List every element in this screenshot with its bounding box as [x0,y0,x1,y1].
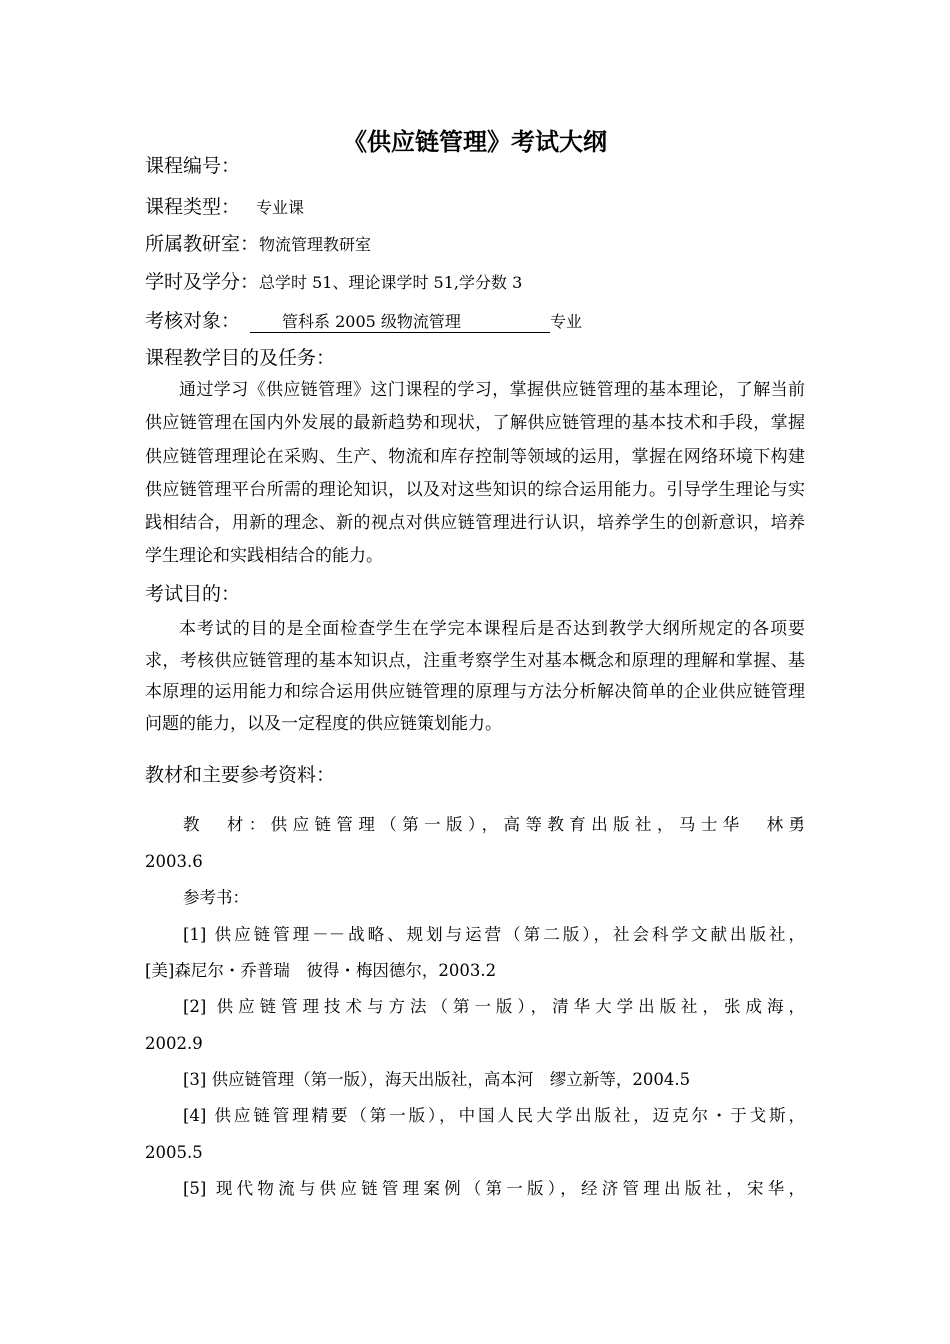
course-type-value: 专业课 [256,198,305,217]
hours-label: 学时及学分： [145,271,260,293]
reference-1-line-2: [美]森尼尔・乔普瑞 彼得・梅因德尔，2003.2 [145,961,497,980]
objectives-heading: 课程教学目的及任务： [145,347,336,369]
course-type-row [145,195,304,220]
course-type-label: 课程类型： [145,196,241,218]
department-row [145,232,371,257]
target-label: 考核对象： [145,310,241,332]
reference-1-line-1: [1] 供应链管理－－战略、规划与运营（第二版），社会科学文献出版社， [183,925,805,944]
reference-3-line-1: [3] 供应链管理（第一版），海天出版社，高本河 缪立新等，2004.5 [183,1070,691,1089]
reference-5-line-1: [5] 现代物流与供应链管理案例（第一版），经济管理出版社，宋华， [183,1179,805,1198]
textbook-line-2: 2003.6 [145,852,203,871]
exam-purpose-heading: 考试目的： [145,583,241,605]
reference-2-line-2: 2002.9 [145,1034,203,1053]
materials-heading: 教材和主要参考资料： [145,764,336,786]
reference-4-line-2: 2005.5 [145,1143,203,1162]
document-title: 《供应链管理》考试大纲 [343,128,607,156]
department-value: 物流管理教研室 [259,235,372,254]
course-code-label: 课程编号： [145,155,241,177]
hours-value: 总学时 51、理论课学时 51,学分数 3 [259,273,523,292]
target-suffix: 专业 [550,312,583,331]
exam-purpose-text: 本考试的目的是全面检查学生在学完本课程后是否达到教学大纲所规定的各项要求，考核供应链管理的基本知识点，注重考察学生对基本概念和原理的理解和掌握、基本原理的运用能力和综合运用供应链管理的原理与方法分析解决简单的企业供应链管理问题的能力，以及一定程度的供应链策划能力。 [145,619,805,734]
target-row [145,309,582,334]
target-value: 管科系 2005 级物流管理 [250,312,550,333]
references-label: 参考书： [183,888,249,907]
reference-4-line-1: [4] 供应链管理精要（第一版），中国人民大学出版社，迈克尔・于戈斯， [183,1106,805,1125]
reference-2-line-1: [2] 供应链管理技术与方法（第一版），清华大学出版社，张成海， [183,997,805,1016]
hours-row [145,270,522,295]
course-code-row [145,154,240,179]
textbook-line-1: 教 材：供应链管理（第一版），高等教育出版社，马士华 林勇 [183,815,805,834]
department-label: 所属教研室： [145,233,260,255]
objectives-text: 通过学习《供应链管理》这门课程的学习，掌握供应链管理的基本理论，了解当前供应链管理在国内外发展的最新趋势和现状，了解供应链管理的基本技术和手段，掌握供应链管理理论在采购、生产、物流和库存控制等领域的运用，掌握在网络环境下构建供应链管理平台所需的理论知识，以及对这些知识的综合运用能力。引导学生理论与实践相结合，用新的理念、新的视点对供应链管理进行认识，培养学生的创新意识，培养学生理论和实践相结合的能力。 [145,380,805,567]
